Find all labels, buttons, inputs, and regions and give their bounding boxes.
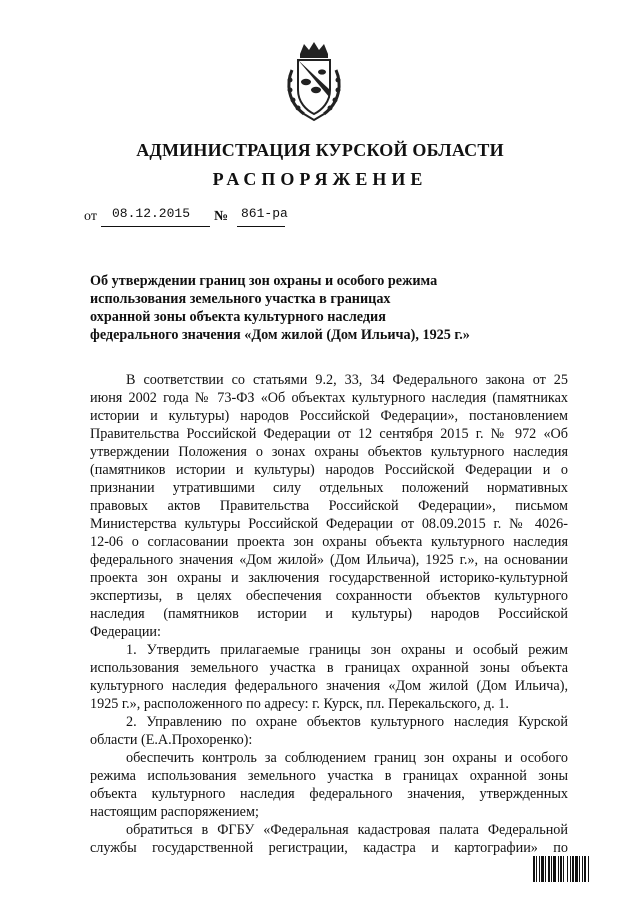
body-line: 1925 г.», расположенного по адресу: г. Курск, пл. Перекальского, д. 1. xyxy=(90,696,509,712)
body-line: области (Е.А.Прохоренко): xyxy=(90,732,253,748)
body-line: экспертизы, в целях обеспечения сохранности объектов культурного xyxy=(90,588,568,604)
barcode-bar xyxy=(536,856,537,882)
barcode-bar xyxy=(545,856,546,882)
body-line: настоящим распоряжением; xyxy=(90,804,259,820)
number-value: 861-ра xyxy=(241,206,288,221)
body-line: В соответствии со статьями 9.2, 33, 34 Федерального закона от 25 xyxy=(126,372,568,388)
subject-line: использования земельного участка в границах xyxy=(90,291,391,307)
number-underline xyxy=(237,226,285,227)
date-label: от xyxy=(84,209,97,224)
subject-line: охранной зоны объекта культурного наследия xyxy=(90,309,386,325)
barcode-bar xyxy=(553,856,556,882)
barcode-bar xyxy=(539,856,540,882)
body-line: 2. Управлению по охране объектов культурного наследия Курской xyxy=(126,714,568,730)
body-line: режима использования земельного участка в границах охранной зоны xyxy=(90,768,568,784)
barcode-bar xyxy=(579,856,580,882)
document-meta xyxy=(84,206,384,230)
body-line: обратиться в ФГБУ «Федеральная кадастровая палата Федеральной xyxy=(126,822,568,838)
body-line: наследия (памятников истории и культуры) народов Российской xyxy=(90,606,568,622)
body-line: Правительства Российской Федерации от 12 сентября 2015 г. № 972 «Об xyxy=(90,426,568,442)
body-line: (памятников истории и культуры) народов Российской Федерации и о xyxy=(90,462,568,478)
barcode-bar xyxy=(570,856,571,882)
body-line: обеспечить контроль за соблюдением границ зон охраны и особого xyxy=(126,750,568,766)
barcode-bar xyxy=(533,856,535,882)
body-line: объекта культурного наследия федерального значения, утвержденных xyxy=(90,786,568,802)
body-line: июня 2002 года № 73-ФЗ «Об объектах культурного наследия (памятниках xyxy=(90,390,568,406)
body-line: истории и культуры) народов Российской Федерации», постановлением xyxy=(90,408,568,424)
body-line: федерального значения «Дом жилой» (Дом Ильича), 1925 г.», на основании xyxy=(90,552,568,568)
barcode-bar xyxy=(584,856,586,882)
organization-name: АДМИНИСТРАЦИЯ КУРСКОЙ ОБЛАСТИ xyxy=(136,140,504,160)
barcode-bar xyxy=(548,856,550,882)
body-line: Министерства культуры Российской Федерации от 08.09.2015 г. № 4026- xyxy=(90,516,568,532)
body-line: культурного наследия федерального значения «Дом жилой (Дом Ильича), xyxy=(90,678,568,694)
kursk-coat-of-arms-icon xyxy=(282,40,346,122)
date-underline xyxy=(101,226,210,227)
document-type: РАСПОРЯЖЕНИЕ xyxy=(212,169,428,189)
barcode-icon xyxy=(533,856,611,882)
body-line: утверждении Положения о зонах охраны объектов культурного наследия xyxy=(90,444,568,460)
barcode-bar xyxy=(558,856,559,882)
body-line: правовых актов Правительства Российской Федерации», письмом xyxy=(90,498,568,514)
number-label: № xyxy=(214,209,229,224)
subject-line: Об утверждении границ зон охраны и особого режима xyxy=(90,273,438,289)
body-line: проекта зон охраны и заключения государственной историко-культурной xyxy=(90,570,568,586)
barcode-bar xyxy=(541,856,544,882)
body-line: признании утратившими силу отдельных положений нормативных xyxy=(90,480,568,496)
barcode-bar xyxy=(582,856,583,882)
subject-line: федерального значения «Дом жилой (Дом Ильича), 1925 г.» xyxy=(90,327,470,343)
barcode-bar xyxy=(575,856,578,882)
body-line: 1. Утвердить прилагаемые границы зон охраны и особый режим xyxy=(126,642,568,658)
body-line: 12-06 о согласовании проекта зон охраны объекта культурного наследия xyxy=(90,534,568,550)
barcode-bar xyxy=(560,856,562,882)
barcode-bar xyxy=(567,856,568,882)
body-line: использования земельного участка в границах охранной зоны объекта xyxy=(90,660,568,676)
body-line: службы государственной регистрации, кадастра и картографии» по xyxy=(90,840,568,856)
document-body xyxy=(90,371,568,857)
body-line: Федерации: xyxy=(90,624,161,640)
barcode-bar xyxy=(551,856,552,882)
barcode-bar xyxy=(563,856,564,882)
date-value: 08.12.2015 xyxy=(112,206,191,221)
document-subject xyxy=(90,272,510,344)
barcode-bar xyxy=(588,856,589,882)
barcode-bar xyxy=(572,856,574,882)
